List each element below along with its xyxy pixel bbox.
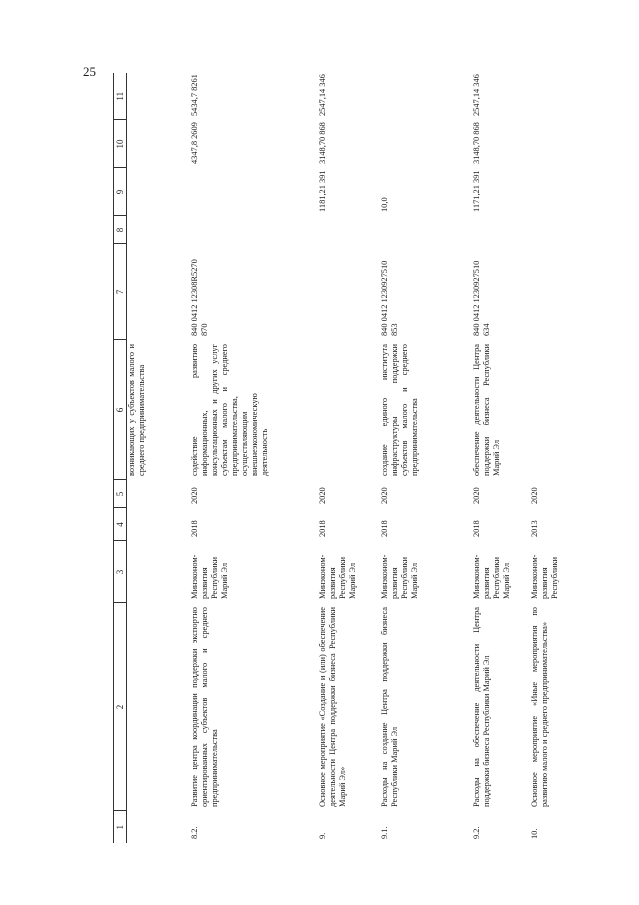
table-row [187, 73, 315, 843]
cell-index [127, 811, 187, 843]
cell-c8 [527, 216, 567, 244]
col-header: 10 [114, 120, 127, 168]
col-header: 4 [114, 508, 127, 541]
col-header: 5 [114, 480, 127, 508]
cell-executor [127, 541, 187, 603]
cell-kbk [527, 244, 567, 340]
cell-executor: Минэконом-развития Республики Марий Эл [471, 554, 511, 599]
cell-c11: 5434,7 8261 [189, 74, 199, 116]
cell-kbk [127, 244, 187, 340]
cell-title: Основное мероприятие «Создание и (или) обеспечение деятельности Центра поддержки бизнеса Республики Марий Эл» [317, 607, 347, 807]
cell-end-year: 2020 [471, 487, 481, 504]
program-table [113, 73, 567, 843]
cell-c9: 10,0 [379, 197, 389, 212]
cell-result: содействие развитию информационных, консультационных и других услуг субъектам малого и среднего предпринимательства, осуществляющим внешнеэкономическую деятельность [189, 344, 269, 476]
cell-executor: Минэконом-развития Республики Марий Эл [189, 554, 229, 599]
col-header: 3 [114, 541, 127, 603]
cell-c9 [127, 168, 187, 216]
cell-start-year: 2018 [317, 520, 327, 537]
cell-kbk: 840 0412 1230927510 634 [471, 260, 491, 336]
col-header: 8 [114, 216, 127, 244]
cell-result: возникающих у субъектов малого и среднего предпринимательства [127, 344, 146, 476]
cell-kbk [315, 244, 377, 340]
cell-c8 [469, 216, 527, 244]
cell-result [315, 340, 377, 480]
cell-c11 [527, 73, 567, 120]
cell-executor: Минэконом-развития Республики Марий Эл [317, 554, 357, 599]
cell-title [127, 603, 187, 811]
cell-result: обеспечение деятельности Центра поддержки бизнеса Республики Марий Эл [471, 344, 501, 476]
cell-c11: 2547,14 346 [471, 74, 481, 116]
cell-index: 9.1. [379, 826, 389, 839]
table-row [469, 73, 527, 843]
cell-c9 [527, 168, 567, 216]
cell-c8 [187, 216, 315, 244]
cell-start-year: 2018 [471, 520, 481, 537]
rotated-table-container [113, 73, 573, 843]
cell-end-year: 2020 [189, 487, 199, 504]
cell-kbk: 840 0412 1230927510 853 [379, 260, 399, 336]
cell-executor: Минэконом-развития Республики Марий Эл [379, 554, 419, 599]
cell-end-year [127, 480, 187, 508]
cell-title: Основное мероприятие «Иные мероприятия по развитию малого и среднего предпринимательства» [529, 607, 549, 807]
cell-executor: Минэконом-развития Республики [529, 554, 559, 599]
cell-start-year: 2013 [529, 520, 539, 537]
col-header: 9 [114, 168, 127, 216]
cell-title: Расходы на создание Центра поддержки бизнеса Республики Марий Эл [379, 607, 399, 807]
column-number-row [114, 73, 127, 843]
col-header: 2 [114, 603, 127, 811]
cell-index: 10. [529, 828, 539, 839]
cell-title: Расходы на обеспечение деятельности Центра поддержки бизнеса Республики Марий Эл [471, 607, 491, 807]
col-header: 6 [114, 340, 127, 480]
cell-c10: 3148,70 868 [317, 122, 327, 164]
cell-start-year: 2018 [379, 520, 389, 537]
col-header: 7 [114, 244, 127, 340]
cell-title: Развитие центра координации поддержки экспортно ориентированных субъектов малого и среднего предпринимательства [189, 607, 219, 807]
cell-end-year: 2020 [317, 487, 327, 504]
cell-c10 [527, 120, 567, 168]
cell-c11 [127, 73, 187, 120]
cell-index: 9. [317, 832, 327, 839]
cell-start-year [127, 508, 187, 541]
col-header: 1 [114, 811, 127, 843]
cell-index: 8.2. [189, 826, 199, 839]
table-row [127, 73, 187, 843]
col-header: 11 [114, 73, 127, 120]
page-number: 25 [83, 64, 96, 79]
table-row [315, 73, 377, 843]
cell-start-year: 2018 [189, 520, 199, 537]
cell-c8 [377, 216, 469, 244]
cell-c8 [315, 216, 377, 244]
cell-c11 [377, 73, 469, 120]
table-row [377, 73, 469, 843]
cell-c10: 3148,70 868 [471, 122, 481, 164]
cell-c11: 2547,14 346 [317, 74, 327, 116]
cell-kbk: 840 0412 12308R5270 870 [189, 259, 209, 336]
cell-c10 [377, 120, 469, 168]
cell-result [527, 340, 567, 480]
cell-c9 [187, 168, 315, 216]
cell-end-year: 2020 [379, 487, 389, 504]
cell-index: 9.2. [471, 826, 481, 839]
cell-c10: 4347,8 2609 [189, 122, 199, 164]
cell-c8 [127, 216, 187, 244]
cell-result: создание единого института инфраструктуры поддержки субъектов малого и среднего предпринимательства [379, 344, 419, 476]
cell-c9: 1181,21 391 [317, 170, 327, 212]
cell-end-year: 2020 [529, 487, 539, 504]
cell-c10 [127, 120, 187, 168]
table-row [527, 73, 567, 843]
cell-c9: 1171,21 391 [471, 170, 481, 212]
